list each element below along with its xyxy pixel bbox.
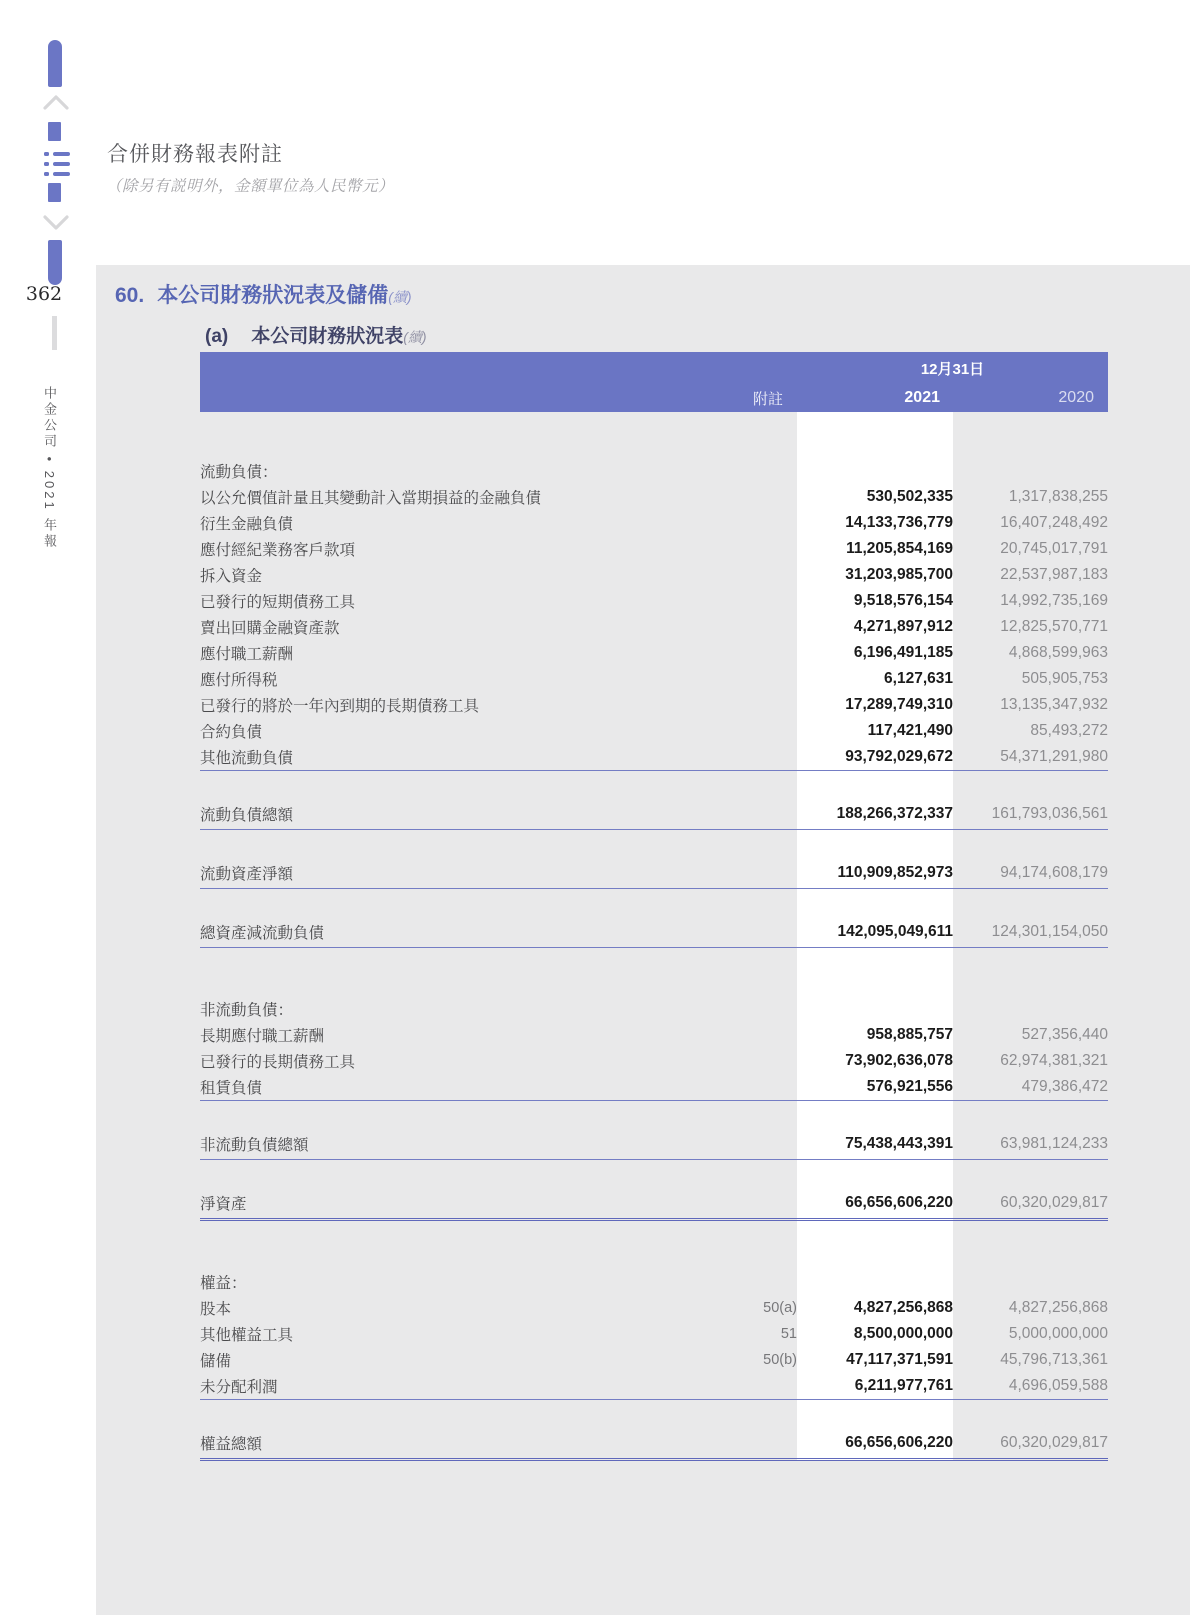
page-down-bar bbox=[48, 183, 61, 202]
subsection-label: (a) bbox=[205, 326, 229, 347]
row-value-2020: 4,827,256,868 bbox=[1008, 1299, 1108, 1316]
row-value-2021: 576,921,556 bbox=[797, 1074, 953, 1101]
row-label: 以公允價值計量且其變動計入當期損益的金融負債 bbox=[200, 490, 542, 507]
row-note: 50(a) bbox=[763, 1300, 797, 1316]
row-note bbox=[680, 510, 797, 536]
table-row bbox=[200, 1347, 1108, 1373]
table-row bbox=[200, 1188, 1108, 1220]
table-row bbox=[200, 562, 1108, 588]
row-note bbox=[680, 858, 797, 889]
row-label: 其他權益工具 bbox=[200, 1327, 294, 1344]
row-value-2021: 17,289,749,310 bbox=[797, 692, 953, 718]
chevron-down-icon[interactable] bbox=[43, 215, 69, 231]
row-value-2020 bbox=[953, 771, 1108, 800]
row-value-2020: 94,174,608,179 bbox=[953, 858, 1108, 889]
table-row bbox=[200, 536, 1108, 562]
row-label: 合約負債 bbox=[200, 724, 263, 741]
row-note bbox=[680, 917, 797, 948]
page-number-tick bbox=[52, 316, 57, 350]
table-row bbox=[200, 1022, 1108, 1048]
row-value-2021 bbox=[797, 1269, 953, 1295]
row-label bbox=[200, 889, 680, 918]
row-value-2020 bbox=[953, 1101, 1108, 1130]
row-label: 非流動負債總額 bbox=[200, 1129, 680, 1160]
row-label: 已發行的將於一年內到期的長期債務工具 bbox=[200, 698, 480, 715]
row-value-2021: 11,205,854,169 bbox=[797, 536, 953, 562]
row-value-2021: 4,271,897,912 bbox=[797, 614, 953, 640]
table-row bbox=[200, 640, 1108, 666]
row-value-2021: 93,792,029,672 bbox=[797, 744, 953, 771]
row-label: 應付經紀業務客戶款項 bbox=[200, 542, 356, 559]
row-note bbox=[680, 666, 797, 692]
document-title: 合併財務報表附註 bbox=[107, 142, 283, 166]
section-number: 60. bbox=[115, 284, 145, 307]
row-note bbox=[680, 458, 797, 484]
table-row bbox=[200, 614, 1108, 640]
row-value-2020: 45,796,713,361 bbox=[1000, 1351, 1108, 1368]
row-value-2020: 63,981,124,233 bbox=[953, 1129, 1108, 1160]
row-label: 應付所得税 bbox=[200, 672, 278, 689]
subsection-continued-marker: (續) bbox=[403, 329, 427, 345]
row-note bbox=[680, 1101, 797, 1130]
row-note bbox=[680, 996, 797, 1022]
row-note bbox=[680, 484, 797, 510]
row-value-2020 bbox=[953, 412, 1108, 458]
row-label bbox=[200, 1400, 680, 1429]
row-value-2021: 142,095,049,611 bbox=[797, 917, 953, 948]
row-value-2020 bbox=[953, 1269, 1108, 1295]
row-label: 權益： bbox=[200, 1275, 247, 1292]
row-label: 非流動負債： bbox=[200, 1002, 294, 1019]
table-row bbox=[200, 1295, 1108, 1321]
table-row bbox=[200, 718, 1108, 744]
row-value-2020 bbox=[953, 1220, 1108, 1270]
table-header-columns-row bbox=[200, 384, 1108, 412]
toc-list-icon[interactable] bbox=[44, 150, 70, 178]
row-value-2020: 527,356,440 bbox=[1021, 1026, 1108, 1043]
row-label: 應付職工薪酬 bbox=[200, 646, 294, 663]
table-row bbox=[200, 458, 1108, 484]
row-value-2020: 4,696,059,588 bbox=[953, 1373, 1108, 1400]
row-value-2021: 6,211,977,761 bbox=[797, 1373, 953, 1400]
row-value-2021: 66,656,606,220 bbox=[797, 1428, 953, 1460]
header-spacer-cell bbox=[200, 352, 797, 384]
row-label: 其他流動負債 bbox=[200, 744, 680, 771]
row-note bbox=[680, 640, 797, 666]
page-number: 362 bbox=[25, 283, 63, 305]
row-label bbox=[200, 771, 680, 800]
table-row bbox=[200, 1269, 1108, 1295]
column-header-note: 附註 bbox=[680, 384, 797, 412]
row-value-2020: 62,974,381,321 bbox=[1000, 1052, 1108, 1069]
table-row bbox=[200, 917, 1108, 948]
table-row bbox=[200, 858, 1108, 889]
table-row bbox=[200, 692, 1108, 718]
row-value-2020: 16,407,248,492 bbox=[1000, 514, 1108, 531]
row-value-2021: 530,502,335 bbox=[797, 484, 953, 510]
subsection-heading bbox=[205, 321, 427, 348]
table-row bbox=[200, 1048, 1108, 1074]
row-note bbox=[680, 1129, 797, 1160]
row-note bbox=[680, 771, 797, 800]
row-value-2020 bbox=[953, 996, 1108, 1022]
row-label: 長期應付職工薪酬 bbox=[200, 1028, 325, 1045]
row-note bbox=[680, 614, 797, 640]
section-title: 本公司財務狀況表及儲備(續) bbox=[157, 284, 412, 307]
table-header-date-row bbox=[200, 352, 1108, 384]
row-note: 51 bbox=[780, 1326, 797, 1342]
row-value-2020: 22,537,987,183 bbox=[1000, 566, 1108, 583]
table-row bbox=[200, 1129, 1108, 1160]
row-value-2020: 14,992,735,169 bbox=[1000, 592, 1108, 609]
row-note bbox=[680, 1188, 797, 1220]
row-value-2021: 110,909,852,973 bbox=[797, 858, 953, 889]
row-label: 拆入資金 bbox=[200, 568, 263, 585]
header-spacer-cell bbox=[200, 384, 680, 412]
table-row bbox=[200, 996, 1108, 1022]
row-value-2021: 66,656,606,220 bbox=[797, 1188, 953, 1220]
row-label: 租賃負債 bbox=[200, 1074, 680, 1101]
table-body bbox=[200, 412, 1108, 1460]
row-value-2020: 12,825,570,771 bbox=[1000, 618, 1108, 635]
row-value-2020: 60,320,029,817 bbox=[953, 1428, 1108, 1460]
row-value-2021 bbox=[797, 996, 953, 1022]
row-note bbox=[680, 1269, 797, 1295]
row-value-2021: 117,421,490 bbox=[797, 718, 953, 744]
table-row bbox=[200, 1321, 1108, 1347]
row-value-2020 bbox=[953, 1400, 1108, 1429]
row-value-2020: 5,000,000,000 bbox=[1008, 1325, 1108, 1342]
financial-position-table bbox=[200, 352, 1108, 1461]
row-note bbox=[680, 1220, 797, 1270]
row-value-2021: 188,266,372,337 bbox=[797, 799, 953, 830]
scrollbar-bottom-bar bbox=[48, 240, 62, 285]
table-row bbox=[200, 412, 1108, 458]
row-value-2020: 1,317,838,255 bbox=[1008, 488, 1108, 505]
row-note bbox=[680, 1074, 797, 1101]
table-row bbox=[200, 889, 1108, 918]
row-value-2021: 4,827,256,868 bbox=[797, 1295, 953, 1321]
row-label: 流動負債： bbox=[200, 464, 278, 481]
table-row bbox=[200, 1373, 1108, 1400]
row-label bbox=[200, 830, 680, 859]
row-label bbox=[200, 1101, 680, 1130]
row-value-2020: 505,905,753 bbox=[1021, 670, 1108, 687]
table-row bbox=[200, 1428, 1108, 1460]
row-label: 流動負債總額 bbox=[200, 799, 680, 830]
column-header-2020: 2020 bbox=[953, 384, 1108, 412]
table-row bbox=[200, 1220, 1108, 1270]
row-value-2021 bbox=[797, 830, 953, 859]
row-value-2021: 14,133,736,779 bbox=[797, 510, 953, 536]
row-note bbox=[680, 536, 797, 562]
chevron-up-icon[interactable] bbox=[43, 94, 69, 110]
row-value-2021: 47,117,371,591 bbox=[797, 1347, 953, 1373]
row-value-2020 bbox=[953, 458, 1108, 484]
side-vertical-text: 中金公司 • 2021 年報 bbox=[42, 386, 57, 551]
row-value-2020: 4,868,599,963 bbox=[1008, 644, 1108, 661]
row-value-2020 bbox=[953, 1160, 1108, 1189]
page-up-bar bbox=[48, 122, 61, 141]
table-row bbox=[200, 744, 1108, 771]
row-value-2020: 124,301,154,050 bbox=[953, 917, 1108, 948]
table-row bbox=[200, 799, 1108, 830]
row-value-2020: 60,320,029,817 bbox=[953, 1188, 1108, 1220]
scrollbar-top-bar bbox=[48, 40, 62, 87]
document-subtitle: （除另有説明外，金額單位為人民幣元） bbox=[106, 177, 395, 195]
row-value-2020: 479,386,472 bbox=[953, 1074, 1108, 1101]
section-continued-marker: (續) bbox=[388, 289, 412, 305]
table-row bbox=[200, 771, 1108, 800]
row-label: 股本 bbox=[200, 1301, 232, 1318]
row-note bbox=[680, 1373, 797, 1400]
row-note bbox=[680, 744, 797, 771]
row-note bbox=[680, 692, 797, 718]
row-note bbox=[680, 562, 797, 588]
row-value-2021 bbox=[797, 1160, 953, 1189]
row-value-2020 bbox=[953, 948, 1108, 997]
row-label: 總資產減流動負債 bbox=[200, 917, 680, 948]
row-value-2021: 9,518,576,154 bbox=[797, 588, 953, 614]
row-value-2020: 54,371,291,980 bbox=[953, 744, 1108, 771]
row-note bbox=[680, 799, 797, 830]
row-label: 已發行的長期債務工具 bbox=[200, 1054, 356, 1071]
row-value-2021 bbox=[797, 412, 953, 458]
row-value-2021: 6,196,491,185 bbox=[797, 640, 953, 666]
row-value-2020: 161,793,036,561 bbox=[953, 799, 1108, 830]
row-value-2021 bbox=[797, 458, 953, 484]
row-note bbox=[680, 1022, 797, 1048]
row-note bbox=[680, 1048, 797, 1074]
table-row bbox=[200, 484, 1108, 510]
column-header-2021: 2021 bbox=[797, 384, 953, 412]
row-value-2021 bbox=[797, 1220, 953, 1270]
section-heading bbox=[115, 279, 412, 309]
row-value-2020: 13,135,347,932 bbox=[1000, 696, 1108, 713]
table-row bbox=[200, 1160, 1108, 1189]
table-row bbox=[200, 1400, 1108, 1429]
row-value-2021 bbox=[797, 948, 953, 997]
row-label: 流動資產淨額 bbox=[200, 858, 680, 889]
row-note: 50(b) bbox=[763, 1352, 797, 1368]
row-value-2021: 31,203,985,700 bbox=[797, 562, 953, 588]
row-note bbox=[680, 1400, 797, 1429]
row-note bbox=[680, 588, 797, 614]
table-row bbox=[200, 666, 1108, 692]
row-note bbox=[680, 1160, 797, 1189]
row-label: 儲備 bbox=[200, 1353, 232, 1370]
row-note bbox=[680, 718, 797, 744]
table-header bbox=[200, 352, 1108, 412]
row-note bbox=[680, 889, 797, 918]
table-row bbox=[200, 948, 1108, 997]
date-header: 12月31日 bbox=[797, 352, 1108, 384]
row-value-2021: 73,902,636,078 bbox=[797, 1048, 953, 1074]
row-value-2021 bbox=[797, 1400, 953, 1429]
row-label: 淨資產 bbox=[200, 1188, 680, 1220]
row-label bbox=[200, 1220, 680, 1270]
table-row bbox=[200, 1101, 1108, 1130]
row-note bbox=[680, 830, 797, 859]
row-label: 權益總額 bbox=[200, 1428, 680, 1460]
row-label bbox=[200, 948, 680, 997]
row-value-2021 bbox=[797, 771, 953, 800]
row-label: 賣出回購金融資產款 bbox=[200, 620, 340, 637]
row-label: 未分配利潤 bbox=[200, 1373, 680, 1400]
row-label: 已發行的短期債務工具 bbox=[200, 594, 356, 611]
row-value-2021 bbox=[797, 1101, 953, 1130]
table-row bbox=[200, 1074, 1108, 1101]
row-value-2021: 958,885,757 bbox=[797, 1022, 953, 1048]
row-value-2020: 85,493,272 bbox=[1030, 722, 1108, 739]
row-label bbox=[200, 412, 680, 458]
table-row bbox=[200, 588, 1108, 614]
row-value-2021 bbox=[797, 889, 953, 918]
row-value-2020 bbox=[953, 830, 1108, 859]
row-value-2020: 20,745,017,791 bbox=[1000, 540, 1108, 557]
subsection-title: 本公司財務狀況表(續) bbox=[251, 326, 427, 347]
row-label: 衍生金融負債 bbox=[200, 516, 294, 533]
row-value-2020 bbox=[953, 889, 1108, 918]
table-row bbox=[200, 830, 1108, 859]
row-label bbox=[200, 1160, 680, 1189]
row-note bbox=[680, 1428, 797, 1460]
row-note bbox=[680, 948, 797, 997]
row-value-2021: 75,438,443,391 bbox=[797, 1129, 953, 1160]
table-row bbox=[200, 510, 1108, 536]
row-value-2021: 8,500,000,000 bbox=[797, 1321, 953, 1347]
row-note bbox=[680, 412, 797, 458]
row-value-2021: 6,127,631 bbox=[797, 666, 953, 692]
